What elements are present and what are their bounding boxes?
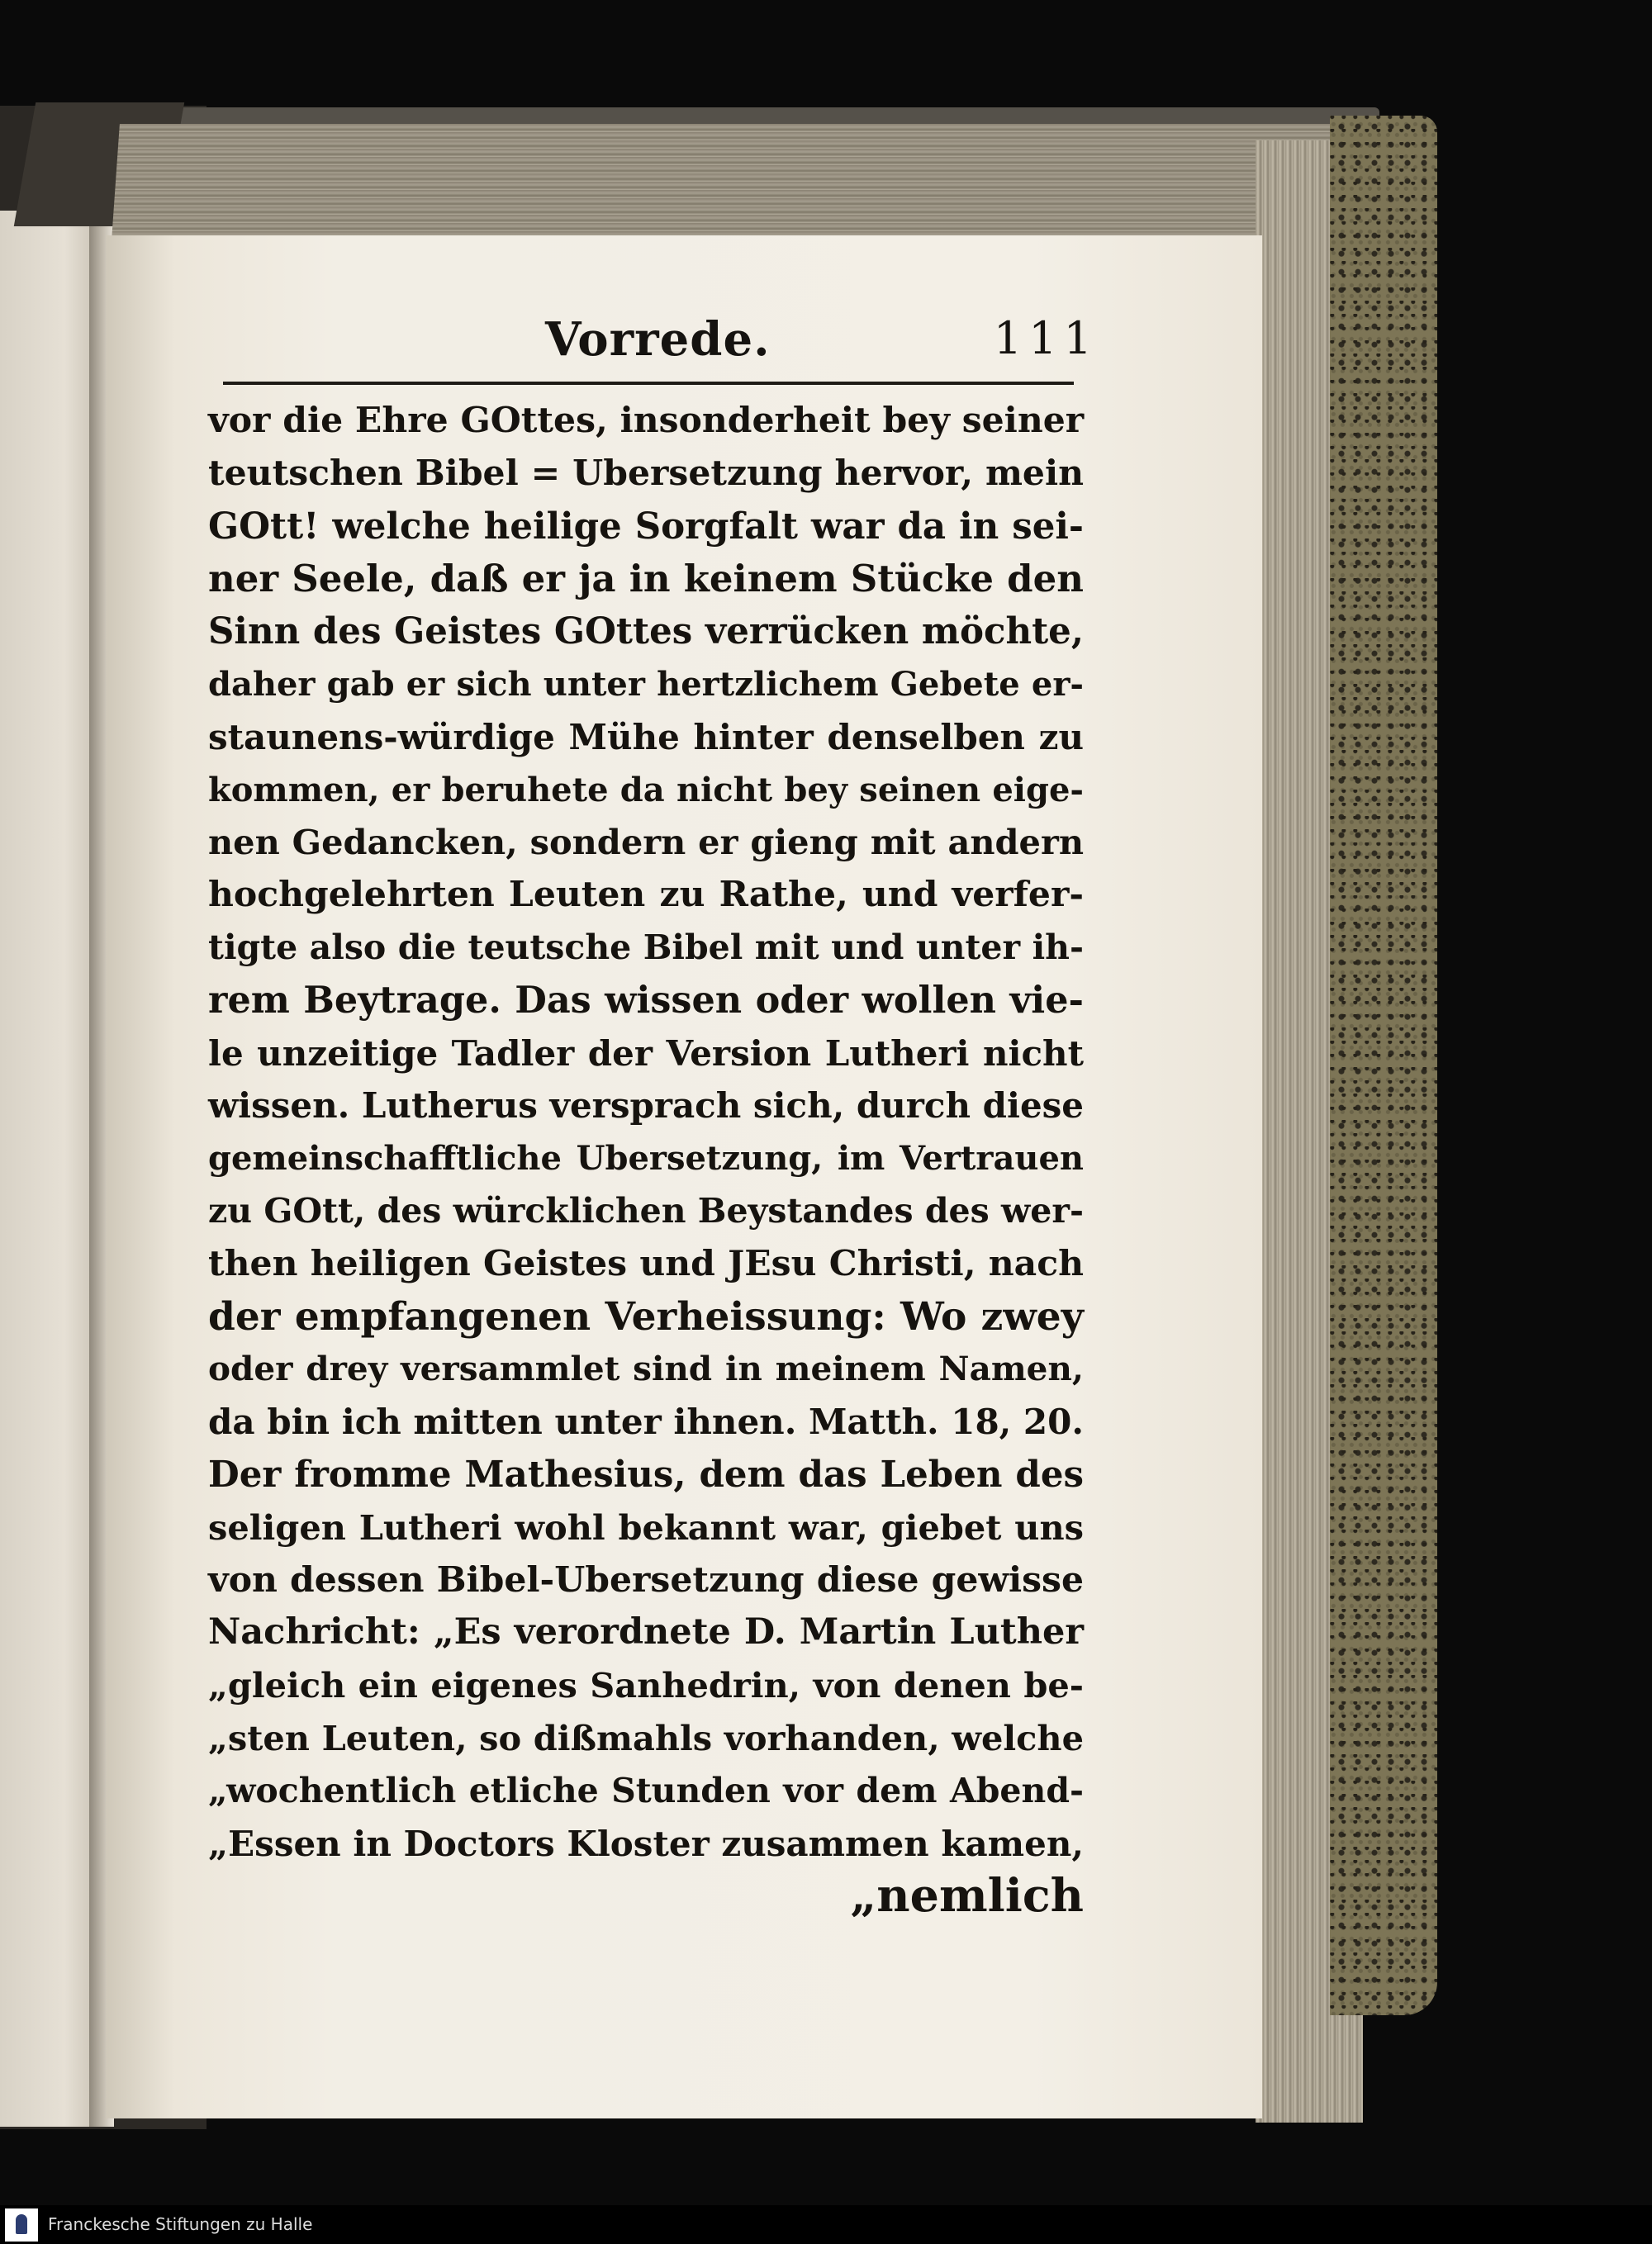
catchword: „nemlich xyxy=(850,1869,1084,1924)
text-line: then heiligen Geistes und JEsu Christi, nach xyxy=(208,1242,1084,1284)
text-line: Nachricht: „Es verordnete D. Martin Luther xyxy=(208,1611,1084,1653)
text-line: teutschen Bibel = Ubersetzung hervor, mein xyxy=(208,452,1084,494)
right-cover-board xyxy=(1330,116,1437,2015)
text-line: Der fromme Mathesius, dem das Leben des xyxy=(208,1453,1084,1496)
body-text xyxy=(208,395,1084,1923)
text-line: „wochentlich etliche Stunden vor dem Abend- xyxy=(208,1770,1084,1810)
running-head xyxy=(223,312,1099,370)
text-line: GOtt! welche heilige Sorgfalt war da in sei- xyxy=(208,505,1084,548)
institution-logo-icon xyxy=(5,2208,38,2242)
text-line: der empfangenen Verheissung: Wo zwey xyxy=(208,1293,1084,1340)
text-line: von dessen Bibel-Ubersetzung diese gewisse xyxy=(208,1558,1084,1601)
text-line: rem Beytrage. Das wissen oder wollen vie- xyxy=(208,978,1084,1022)
text-line: gemeinschafftliche Ubersetzung, im Vertrauen xyxy=(208,1139,1084,1179)
text-line: tigte also die teutsche Bibel mit und unter ih- xyxy=(208,927,1084,967)
text-line: nen Gedancken, sondern er gieng mit andern xyxy=(208,822,1084,863)
page-number: 111 xyxy=(993,312,1099,364)
text-line: wissen. Lutherus versprach sich, durch diese xyxy=(208,1085,1085,1127)
footer-institution: Franckesche Stiftungen zu Halle xyxy=(48,2214,313,2234)
text-line: da bin ich mitten unter ihnen. Matth. 18, 20. xyxy=(208,1402,1084,1443)
text-line: hochgelehrten Leuten zu Rathe, und verfer- xyxy=(208,874,1084,916)
text-line: ner Seele, daß er ja in keinem Stücke den xyxy=(208,557,1084,601)
text-line: Sinn des Geistes GOttes verrücken möchte, xyxy=(208,610,1084,653)
text-line: zu GOtt, des würcklichen Beystandes des wer- xyxy=(208,1190,1084,1231)
text-line: seligen Lutheri wohl bekannt war, giebet uns xyxy=(208,1506,1084,1548)
text-line: „sten Leuten, so dißmahls vorhanden, welche xyxy=(208,1717,1084,1758)
text-line: „Essen in Doctors Kloster zusammen kamen, xyxy=(208,1823,1084,1864)
text-line: vor die Ehre GOttes, insonderheit bey seiner xyxy=(208,400,1085,441)
text-line: kommen, er beruhete da nicht bey seinen eige- xyxy=(208,770,1084,809)
running-title: Vorrede. xyxy=(545,312,771,367)
text-line: oder drey versammlet sind in meinem Namen, xyxy=(208,1349,1084,1389)
header-rule xyxy=(223,382,1074,385)
top-page-edges xyxy=(112,124,1375,240)
text-line: le unzeitige Tadler der Version Lutheri nicht xyxy=(208,1032,1084,1074)
text-line: staunens-würdige Mühe hinter denselben zu xyxy=(208,716,1084,757)
text-line: „gleich ein eigenes Sanhedrin, von denen be- xyxy=(208,1665,1084,1706)
left-page-edge xyxy=(0,211,93,2127)
text-line: daher gab er sich unter hertzlichem Gebete er- xyxy=(208,664,1084,704)
